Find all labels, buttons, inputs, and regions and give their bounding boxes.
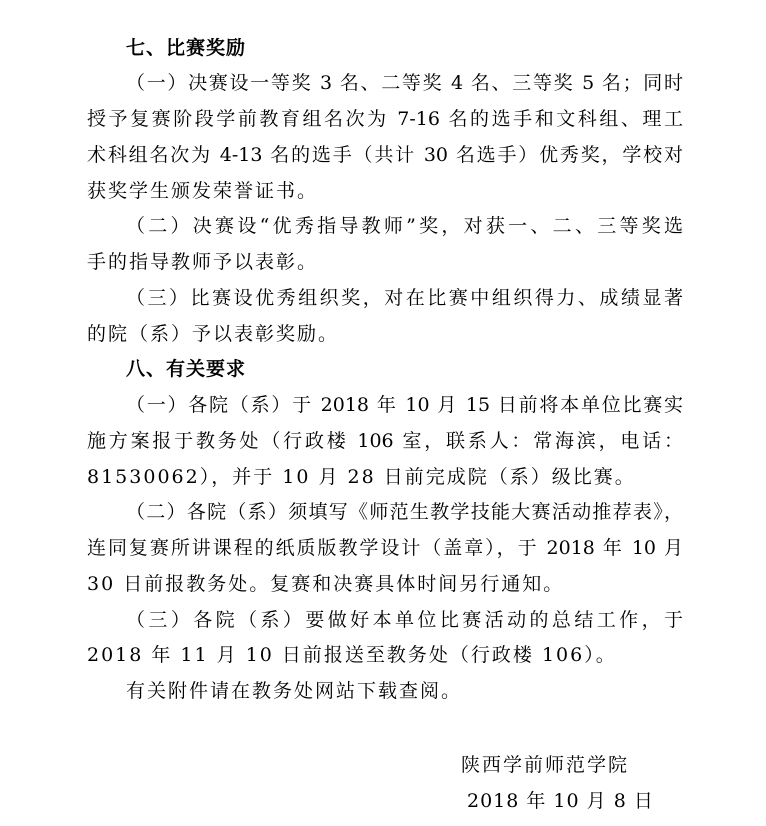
paragraph-line: 的院（系）予以表彰奖励。 (87, 323, 340, 345)
paragraph-line: 获奖学生颁发荣誉证书。 (87, 180, 319, 202)
closing-note: 有关附件请在教务处网站下载查阅。 (126, 680, 463, 702)
paragraph-line: （三）各院（系）要做好本单位比赛活动的总结工作，于 (126, 609, 683, 631)
paragraph-line: （一）各院（系）于 2018 年 10 月 15 日前将本单位比赛实 (126, 394, 683, 416)
paragraph-line: 2018 年 11 月 10 日前报送至教务处（行政楼 106）。 (87, 644, 617, 666)
paragraph-line: 术科组名次为 4-13 名的选手（共计 30 名选手）优秀奖，学校对 (87, 144, 683, 166)
paragraph-line: 连同复赛所讲课程的纸质版教学设计（盖章），于 2018 年 10 月 (87, 537, 683, 559)
signature-date: 2018 年 10 月 8 日 (467, 790, 654, 812)
paragraph-line: 81530062），并于 10 月 28 日前完成院（系）级比赛。 (87, 466, 636, 488)
section-heading-requirements: 八、有关要求 (126, 358, 247, 380)
paragraph-line: 授予复赛阶段学前教育组名次为 7-16 名的选手和文科组、理工 (87, 108, 683, 130)
paragraph-line: （二）各院（系）须填写《师范生教学技能大赛活动推荐表》， (126, 501, 683, 523)
paragraph-line: （三）比赛设优秀组织奖，对在比赛中组织得力、成绩显著 (126, 287, 683, 309)
signature-organization: 陕西学前师范学院 (461, 754, 630, 776)
paragraph-line: （二）决赛设“优秀指导教师”奖，对获一、二、三等奖选 (126, 215, 683, 237)
paragraph-line: 手的指导教师予以表彰。 (87, 251, 319, 273)
paragraph-line: 施方案报于教务处（行政楼 106 室，联系人：常海滨，电话： (87, 430, 683, 452)
paragraph-line: （一）决赛设一等奖 3 名、二等奖 4 名、三等奖 5 名；同时 (126, 72, 683, 94)
paragraph-line: 30 日前报教务处。复赛和决赛具体时间另行通知。 (87, 573, 565, 595)
section-heading-awards: 七、比赛奖励 (126, 37, 247, 59)
